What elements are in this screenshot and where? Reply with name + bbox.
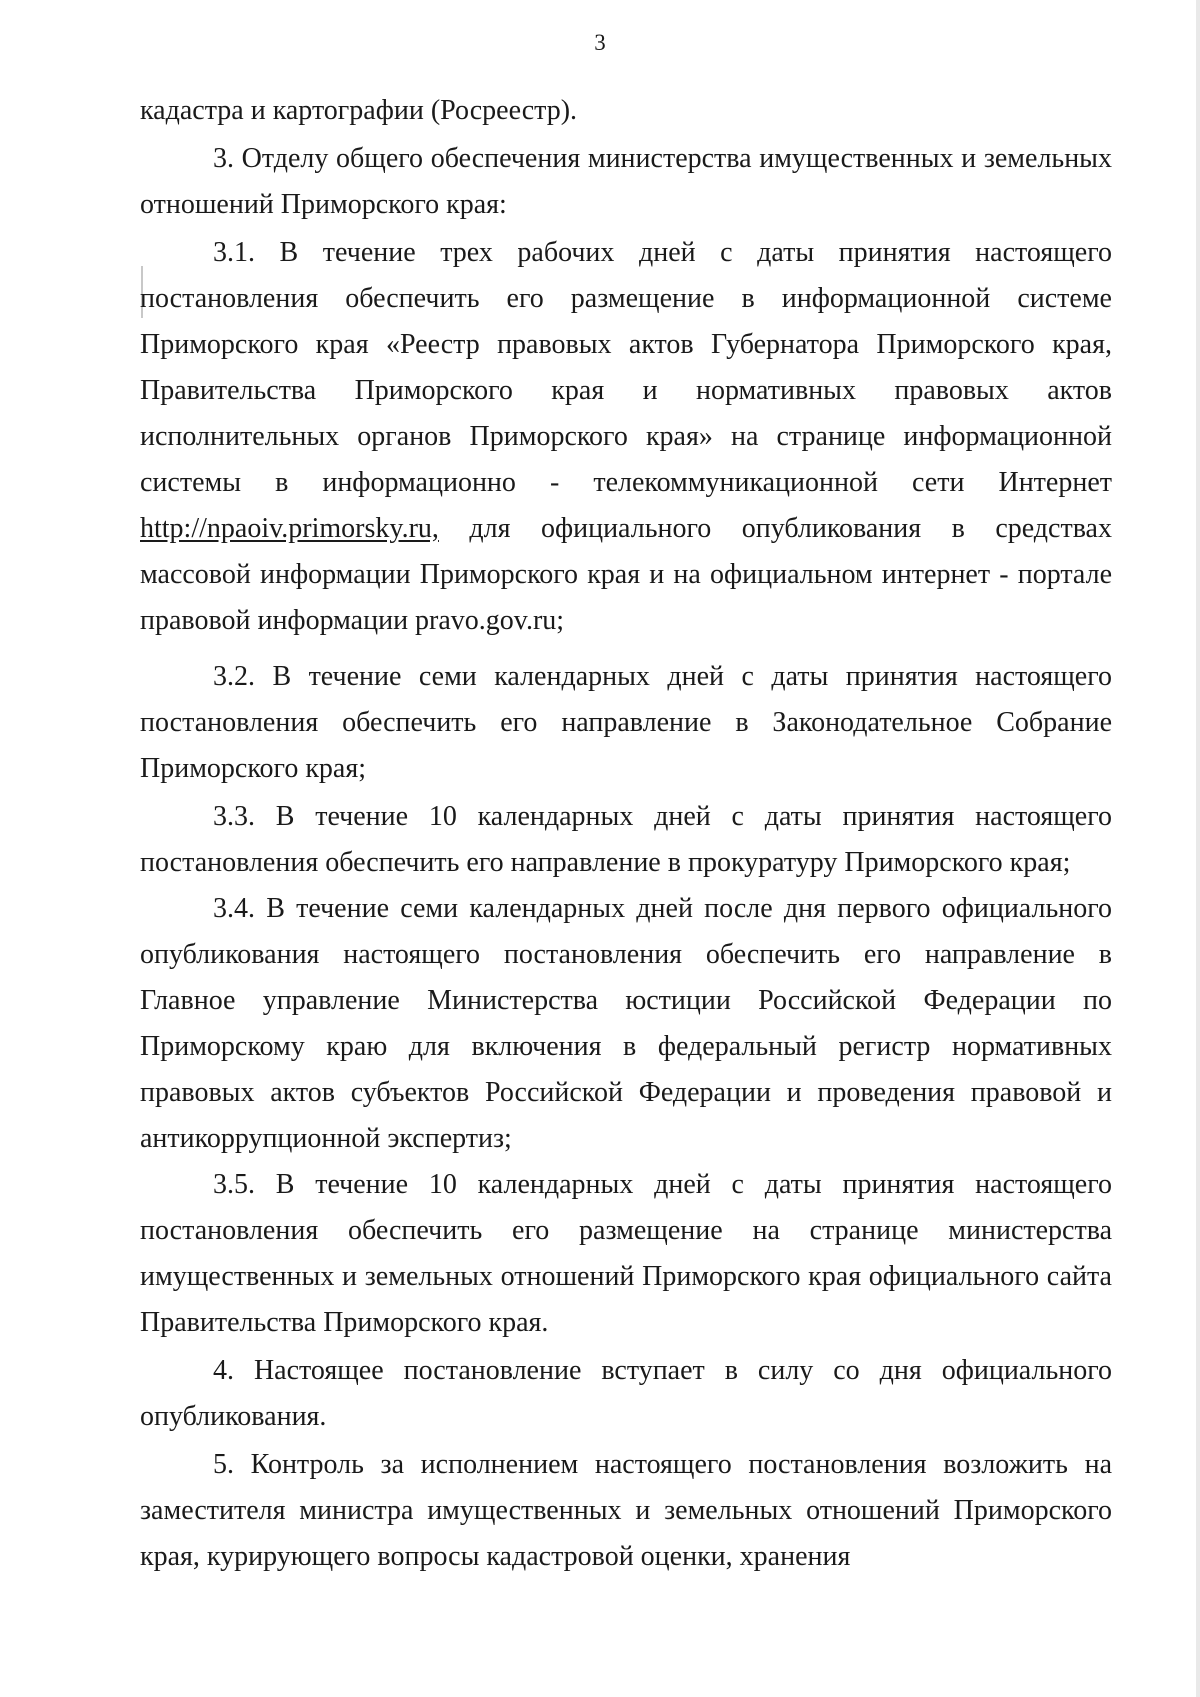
paragraph-cadastre: кадастра и картографии (Росреестр). [140,95,578,126]
paragraph-3-2: 3.2. В течение семи календарных дней с даты принятия настоящего постановления обеспечить его направление в Законодательное Собрание Приморского края; [140,661,1112,784]
document-body [140,88,1112,1580]
paragraph-3: 3. Отделу общего обеспечения министерства имущественных и земельных отношений Приморского края: [140,143,1112,220]
paragraph-3-5: 3.5. В течение 10 календарных дней с даты принятия настоящего постановления обеспечить его размещение на странице министерства имущественных и земельных отношений Приморского края официального сайта Правительства Приморского края. [140,1169,1112,1338]
paragraph-3-3: 3.3. В течение 10 календарных дней с даты принятия настоящего постановления обеспечить его направление в прокуратуру Приморского края; [140,801,1112,878]
paragraph-3-4: 3.4. В течение семи календарных дней после дня первого официального опубликования настоящего постановления обеспечить его направление в Главное управление Министерства юстиции Российской Федерации по Приморскому краю для включения в федеральный регистр нормативных правовых актов субъектов Российской Федерации и проведения правовой и антикоррупционной экспертиз; [140,893,1112,1154]
page-number: 3 [594,30,606,55]
paragraph-5: 5. Контроль за исполнением настоящего постановления возложить на заместителя министра имущественных и земельных отношений Приморского края, курирующего вопросы кадастровой оценки, хранения [140,1449,1112,1572]
npa-registry-link[interactable]: http://npaoiv.primorsky.ru, [140,513,439,544]
scan-edge-shadow [1196,0,1200,1697]
paragraph-3-1-text: 3.1. В течение трех рабочих дней с даты принятия настоящего постановления обеспечить его размещение в информационной системе Приморского края «Реестр правовых актов Губернатора Приморского края, Правительства Приморского края и нормативных правовых актов исполнительных органов Приморского края» на странице информационной системы в информационно - телекоммуникационной сети Интернет [140,237,1112,498]
paragraph-3-1-tail: для официального опубликования в средствах массовой информации Приморского края и на официальном интернет - портале правовой информации pravo.gov.ru; [140,513,1112,636]
paragraph-4: 4. Настоящее постановление вступает в силу со дня официального опубликования. [140,1355,1112,1432]
paragraph-3-1 [140,230,1112,644]
